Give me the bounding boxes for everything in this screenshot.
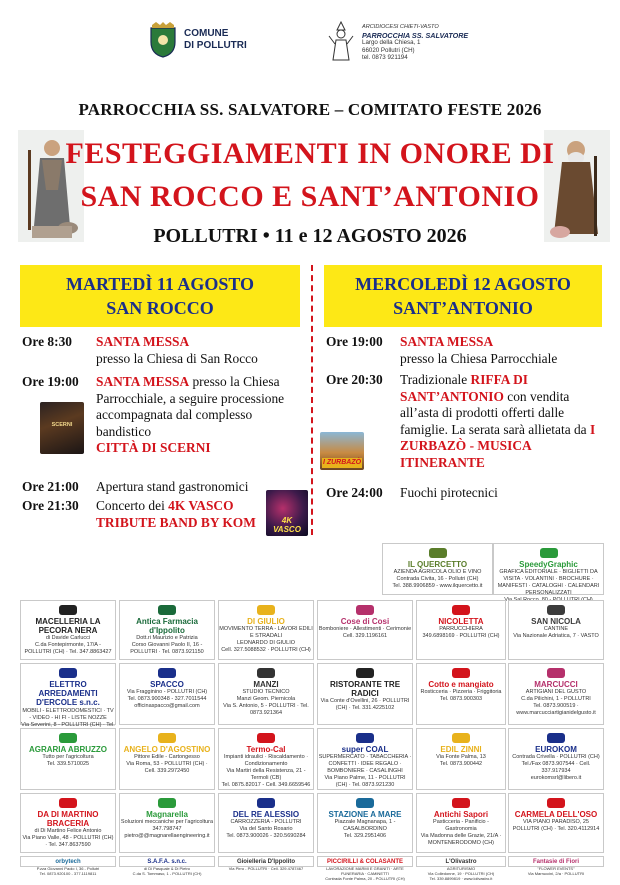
sponsor-detail: Via Martiri della Resistenza, 21 - Termoli (CB) [226, 768, 306, 782]
sponsor-name: EUROKOM [535, 745, 577, 754]
sponsor-detail: officinaspacco@gmail.com [134, 703, 200, 710]
sponsor-name: Antichi Sapori [433, 810, 489, 819]
sponsor-ad [20, 856, 116, 876]
sponsor-detail: LEONARDO DI GIULIO [236, 640, 296, 647]
sponsor-detail: Dott.ri Maurizio e Patrizia [136, 635, 198, 642]
sponsor-name: PICCIRILLI & COLASANTE [327, 859, 403, 865]
sponsor-detail: Contrada Fonte Palma, 20 - POLLUTRI (CH) [325, 875, 405, 881]
sponsor-detail: Tel. 339.5710025 [46, 761, 90, 768]
sponsor-logo-icon [257, 668, 275, 678]
sponsor-detail: Piazzale Magnanapa, 1 - CASALBORDINO [334, 819, 396, 833]
sponsor-name: ELETTRO ARREDAMENTI D'ERCOLE s.n.c. [36, 680, 100, 708]
sponsor-name: DEL RE ALESSIO [232, 810, 300, 819]
sponsor-ad [508, 728, 604, 790]
sponsor-logo-icon [158, 733, 176, 743]
sponsor-name: RISTORANTE TRE RADICI [329, 680, 401, 699]
sponsor-detail: Pittore Edile - Cartongesso [134, 754, 200, 761]
sponsor-name: MACELLERIA LA PECORA NERA [35, 617, 101, 636]
sponsor-detail: Via Marruccini, 2/a · POLLUTRI [527, 870, 585, 876]
sponsor-detail: POLLUTRI (CH) · Tel. 320.4112914 [512, 826, 600, 833]
sponsor-detail: Via del Santo Rosario [239, 826, 293, 833]
sponsor-ad [416, 793, 506, 853]
sponsor-ad [493, 543, 604, 595]
sponsor-ad [508, 663, 604, 725]
sponsor-detail: pietro@@magnarellaengineering.it [124, 833, 210, 840]
sponsor-detail: Via Piano Palme, 11 - POLLUTRI (CH) · Tel. 0873.921230 [324, 775, 406, 789]
sponsor-ad [508, 600, 604, 660]
sponsor-logo-icon [356, 668, 374, 678]
main-title-line-2: SAN ROCCO E SANT’ANTONIO [80, 180, 540, 213]
page-header [0, 18, 620, 68]
sponsor-detail: AZIENDA AGRICOLA OLIO E VINO [393, 569, 482, 576]
sponsor-detail: 349.6898169 · POLLUTRI (CH) [422, 633, 500, 640]
sponsor-name: ANGELO D'AGOSTINO [123, 745, 211, 754]
sponsor-ad [119, 600, 215, 660]
sponsor-logo-icon [547, 668, 565, 678]
sponsor-detail: Tel. 0873.920100 - 377.1119811 [39, 870, 97, 876]
sponsor-ad [382, 543, 493, 595]
sponsor-detail: di Davide Carlucci [45, 635, 91, 642]
sponsor-logo-icon [452, 733, 470, 743]
sponsor-ad [119, 663, 215, 725]
sponsor-detail: Via Conte d'Ovellini, 26 · POLLUTRI (CH) · Tel. 331.4225102 [320, 698, 410, 712]
sponsor-detail: STUDIO TECNICO [242, 689, 290, 696]
sponsor-detail: Impianti idraulici · Riscaldamento · Condizionamento [223, 754, 309, 768]
sponsor-detail: GRAFICA EDITORIALE · BIGLIETTI DA VISITA · VOLANTINI · BROCHURE · MANIFESTI · CATALOGHI · CALENDARI PERSONALIZZATI [497, 569, 600, 597]
comune-label: COMUNE DI POLLUTRI [184, 28, 247, 51]
sponsor-ad [218, 856, 314, 871]
sponsor-detail: Tel. 0873.900442 [439, 761, 483, 768]
zurbazo-photo: I ZURBAZÒ [320, 432, 364, 470]
day1-banner: MARTEDÌ 11 AGOSTO SAN ROCCO [20, 265, 300, 327]
sponsor-detail: Tel. 0873.900519 · www.marcucciartigianidelgusto.it [516, 703, 596, 717]
sponsor-name: Fantasie di Fiori [532, 859, 579, 865]
sponsor-detail: CANTINE [543, 626, 569, 633]
sponsor-name: SAN NICOLA [531, 617, 581, 626]
sponsor-detail: Tel. 0873.900303 [439, 696, 483, 703]
sponsor-ad [416, 856, 506, 881]
sponsor-name: Magnarella [146, 810, 188, 819]
sponsor-detail: MOVIMENTO TERRA - LAVORI EDILI E STRADALI [219, 626, 313, 640]
sponsor-logo-icon [540, 548, 558, 558]
sponsor-detail: Via Severini, 8 - POLLUTRI (CH) · Tel. [21, 721, 115, 728]
sponsor-logo-icon [452, 798, 470, 808]
sponsor-detail: C.da Fontepirmonte, 17/A - POLLUTRI (CH) · Tel. 347.8863427 [24, 642, 112, 656]
sponsor-detail: AGRITURISMO [446, 865, 476, 871]
sponsor-ad [317, 793, 413, 853]
sponsor-detail: Via Fonte Palma, 13 [436, 754, 486, 761]
municipal-crest-icon [148, 22, 178, 58]
sponsor-detail: Tel./Fax 0873.907544 · Cell. 337.917934 [521, 761, 591, 775]
sponsor-logo-icon [356, 605, 374, 615]
sponsor-name: EDIL ZINNI [440, 745, 482, 754]
sponsor-name: CARMELA DELL'OSO [514, 810, 598, 819]
sponsor-ad [317, 600, 413, 660]
sponsor-ad [317, 663, 413, 725]
sponsor-detail: Tel. 388.9906859 - www.ilquercetto.it [392, 583, 483, 590]
sponsor-name: S.A.F.A. s.n.c. [147, 859, 187, 865]
sponsor-ad [119, 793, 215, 853]
sponsor-logo-icon [59, 668, 77, 678]
sponsor-name: DA DI MARTINO BRACERIA [37, 810, 99, 829]
sponsor-ad [119, 728, 215, 790]
sponsor-detail: Cell. 327.5088532 · POLLUTRI (CH) [221, 647, 311, 654]
sponsor-detail: Contrada Civita, 16 - Pollutri (CH) [396, 576, 479, 583]
sponsor-logo-icon [429, 548, 447, 558]
sponsor-detail: PARRUCCHIERA [439, 626, 483, 633]
vasco-tribute-photo: 4K VASCO [266, 490, 308, 536]
sponsor-logo-icon [547, 733, 565, 743]
sponsor-logo-icon [547, 605, 565, 615]
sponsor-logo-icon [59, 798, 77, 808]
sponsor-name: SpeedyGraphic [519, 560, 578, 569]
sponsor-detail: P.zza Giovanni Paolo I, 36 - Pollutri [36, 865, 100, 871]
sponsor-logo-icon [257, 733, 275, 743]
sponsor-detail: Via Roma, 53 - POLLUTRI (CH) · Cell. 339.2972450 [126, 761, 208, 775]
parish-logo-icon [326, 20, 356, 62]
sponsor-logo-icon [452, 605, 470, 615]
sponsor-detail: C.da S. Tommaso, 1 - POLLUTRI (CH) [132, 870, 202, 876]
page-subtitle: PARROCCHIA SS. SALVATORE – COMITATO FESTE 2026 [78, 100, 542, 119]
sponsor-detail: Tel. 329.2951406 [343, 833, 387, 840]
sponsor-detail: Via Pirro - POLLUTRI · Cell. 329.4787467 [228, 865, 304, 871]
sponsor-logo-icon [547, 798, 565, 808]
sponsor-ad [317, 728, 413, 790]
parish-info: ARCIDIOCESI CHIETI-VASTO PARROCCHIA SS. SALVATORE Largo della Chiesa, 1 66020 Pollutri (CH) tel. 0873 921194 [362, 24, 469, 62]
sponsor-name: DI GIULIO [247, 617, 285, 626]
sponsor-detail: Rosticceria · Pizzeria · Friggitoria [420, 689, 502, 696]
sponsor-logo-icon [59, 605, 77, 615]
sponsor-logo-icon [452, 668, 470, 678]
sponsor-detail: Bomboniere · Allestimenti · Cerimonie [318, 626, 412, 633]
sponsor-detail: VIA PIANO PARADISO, 25 [523, 819, 589, 826]
sponsor-detail: Via Fragginino - POLLUTRI (CH) [126, 689, 208, 696]
sponsor-detail: CARROZZERIA - POLLUTRI [230, 819, 302, 826]
sponsor-detail: Via Nazionale Adriatica, 7 · VASTO [513, 633, 599, 640]
sponsor-ad [416, 600, 506, 660]
sponsor-name: L'Olivastro [445, 859, 477, 865]
sponsor-ad [218, 793, 314, 853]
sponsor-ad [218, 663, 314, 725]
sponsor-ad [218, 600, 314, 660]
sponsor-ad [317, 856, 413, 881]
sponsor-name: MARCUCCI [534, 680, 578, 689]
sponsor-detail: Soluzioni meccaniche per l'agricoltura [120, 819, 214, 826]
sponsor-detail: Tutto per l'agricoltura [42, 754, 94, 761]
sponsor-detail: Pasticceria - Panificio - Gastronomia [433, 819, 489, 833]
sponsor-detail: Tel. 0873.900026 - 320.5690284 [226, 833, 306, 840]
band-scerni-photo: SCERNI [40, 402, 84, 454]
sponsor-ad [508, 856, 604, 876]
sponsor-detail: Tel. 0873.900348 - 327.7011544 [127, 696, 207, 703]
sponsor-name: super COAL [341, 745, 389, 754]
sponsor-detail: Manzi Geom. Piernicola [236, 696, 296, 703]
sponsor-ad [416, 728, 506, 790]
sponsor-detail: Via Colledonne, 19 · POLLUTRI (CH) [427, 870, 495, 876]
sponsor-ad [20, 728, 116, 790]
sponsor-detail: C.da Pilichini, 1 - POLLUTRI [521, 696, 591, 703]
sponsor-detail: Tel. 339.8899819 · www.lolivastro.it [429, 875, 493, 881]
sponsor-ad [416, 663, 506, 725]
sponsor-ad [218, 728, 314, 790]
sponsor-detail: ARTIGIANI DEL GUSTO [525, 689, 587, 696]
sponsor-name: Gioielleria D'Ippolito [236, 859, 296, 865]
sponsor-detail: Corso Giovanni Paolo II, 16 - POLLUTRI · Tel. 0873.921150 [130, 642, 204, 656]
sponsor-detail: "FLOWER EVENTS" [537, 865, 575, 871]
sponsor-detail: di Di Pasquale & Di Pietro [143, 865, 191, 871]
sponsor-logo-icon [158, 605, 176, 615]
sponsor-detail: Via S. Antonio, 5 - POLLUTRI · Tel. 0873.921364 [223, 703, 309, 717]
event-dateline: POLLUTRI • 11 e 12 AGOSTO 2026 [153, 225, 467, 247]
sponsor-logo-icon [59, 733, 77, 743]
sponsor-logo-icon [257, 605, 275, 615]
sponsors-grid [20, 543, 604, 881]
sponsor-name: Termo-Cal [246, 745, 286, 754]
column-divider [311, 265, 313, 535]
sponsor-detail: LAVORAZIONE MARMI E GRANITI · ARTE FUNERARIA · CAMINETTI [326, 865, 404, 876]
sponsor-name: Cotto e mangiato [428, 680, 494, 689]
sponsor-name: Cose di Cosi [340, 617, 390, 626]
sponsor-logo-icon [158, 798, 176, 808]
sponsor-name: IL QUERCETTO [407, 560, 468, 569]
sponsor-logo-icon [257, 798, 275, 808]
sponsor-detail: Contrada Crivella · POLLUTRI (CH) [512, 754, 600, 761]
sponsor-logo-icon [356, 798, 374, 808]
sponsor-logo-icon [158, 668, 176, 678]
sponsor-name: STAZIONE A MARE [328, 810, 402, 819]
sponsor-detail: Cell. 329.1196161 [342, 633, 388, 640]
sponsor-name: SPACCO [150, 680, 184, 689]
sponsor-detail: Via Madonna delle Grazie, 21/A · MONTENERODOMO (CH) [420, 833, 502, 847]
sponsor-ad [119, 856, 215, 876]
sponsor-ad [508, 793, 604, 853]
sponsor-detail: MOBILI - ELETTRODOMESTICI · TV - VIDEO - HI FI - LISTE NOZZE [22, 707, 114, 721]
sponsor-name: AGRARIA ABRUZZO [28, 745, 108, 754]
sponsor-detail: eurokomsrl@libero.it [530, 775, 582, 782]
day2-banner: MERCOLEDÌ 12 AGOSTO SANT’ANTONIO [324, 265, 602, 327]
sponsor-detail: Tel. 0875.82017 - Cell. 349.6659546 [221, 782, 311, 789]
sponsor-detail: Via Piano Valle, 48 - POLLUTRI (CH) · Tel. 347.8637590 [22, 835, 114, 849]
sponsor-logo-icon [356, 733, 374, 743]
sponsor-name: NICOLETTA [438, 617, 484, 626]
sponsor-detail: di Di Martino Felice Antonio [34, 828, 102, 835]
sponsor-name: Antica Farmacia d'Ippolito [136, 617, 198, 636]
sponsor-ad [20, 663, 116, 728]
sponsor-ad [20, 793, 116, 853]
sponsor-name: MANZI [253, 680, 279, 689]
sponsor-name: orbytech [55, 859, 81, 865]
sponsor-detail: SUPERMERCATO · TABACCHERIA · CONFETTI · IDEE REGALO · BOMBONIERE · CASALINGHI [318, 754, 412, 775]
sponsor-detail: 347.798747 [152, 826, 182, 833]
main-title-line-1: FESTEGGIAMENTI IN ONORE DI [65, 137, 555, 170]
sponsor-ad [20, 600, 116, 660]
